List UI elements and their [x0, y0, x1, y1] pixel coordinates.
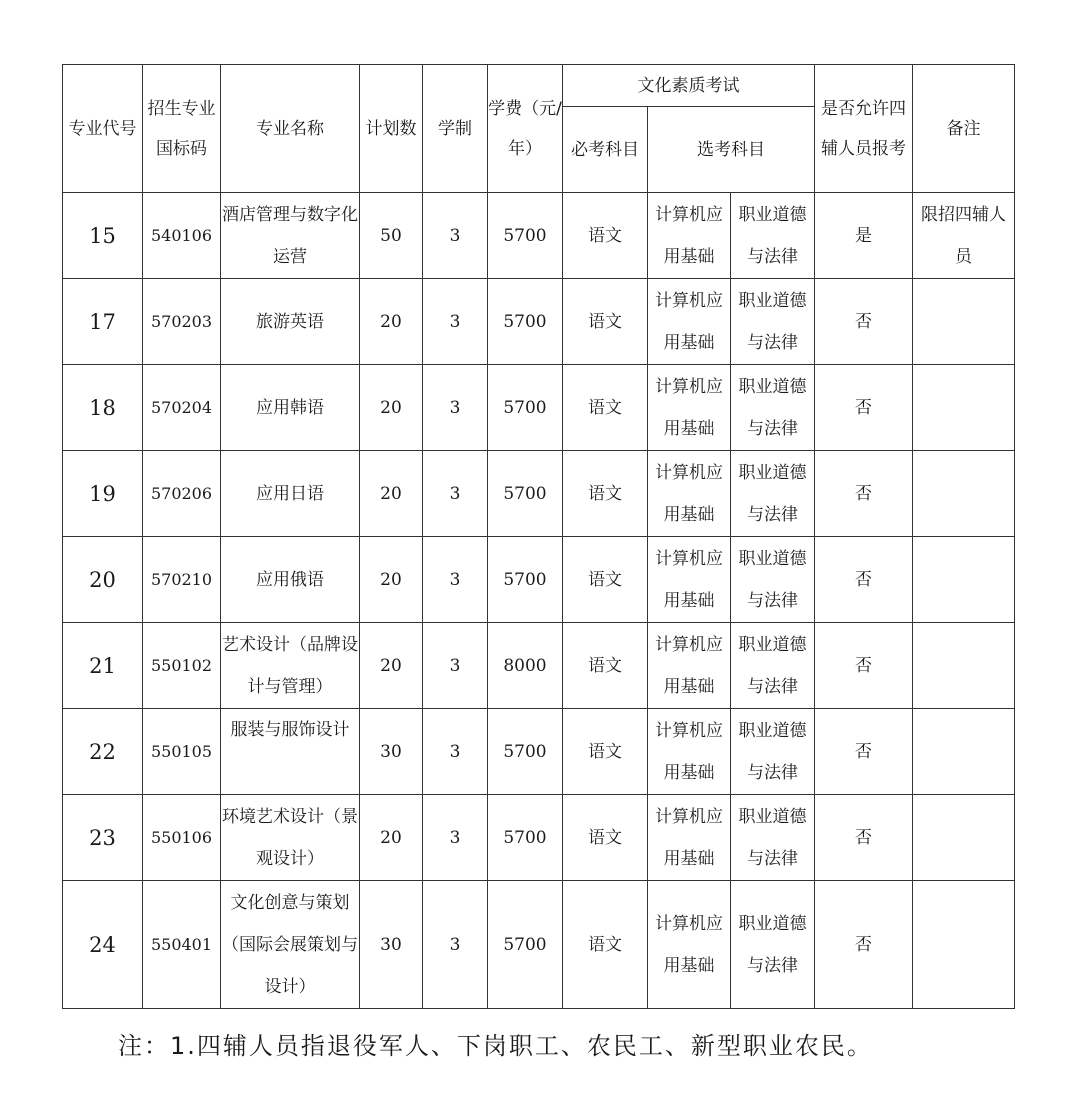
- header-code: 专业代号: [63, 65, 143, 193]
- cell-code: 17: [63, 279, 143, 365]
- cell-name: 环境艺术设计（景观设计）: [221, 795, 360, 881]
- cell-remark: [913, 365, 1015, 451]
- cell-name: 应用韩语: [221, 365, 360, 451]
- cell-required: 语文: [563, 193, 648, 279]
- cell-code: 23: [63, 795, 143, 881]
- cell-elective-1: 计算机应用基础: [648, 537, 731, 623]
- cell-fee: 5700: [488, 881, 563, 1009]
- cell-remark: [913, 709, 1015, 795]
- cell-fee: 5700: [488, 365, 563, 451]
- cell-intl-code: 550106: [143, 795, 221, 881]
- cell-code: 19: [63, 451, 143, 537]
- cell-elective-2: 职业道德与法律: [731, 881, 815, 1009]
- cell-elective-1: 计算机应用基础: [648, 881, 731, 1009]
- cell-fee: 8000: [488, 623, 563, 709]
- cell-allow: 否: [815, 795, 913, 881]
- cell-name: 应用俄语: [221, 537, 360, 623]
- cell-fee: 5700: [488, 193, 563, 279]
- cell-required: 语文: [563, 623, 648, 709]
- cell-elective-2: 职业道德与法律: [731, 365, 815, 451]
- table-row: [63, 451, 1015, 537]
- cell-name: 服装与服饰设计: [221, 709, 360, 795]
- cell-elective-1: 计算机应用基础: [648, 451, 731, 537]
- cell-plan: 20: [360, 365, 423, 451]
- cell-plan: 20: [360, 451, 423, 537]
- cell-name: 艺术设计（品牌设计与管理）: [221, 623, 360, 709]
- cell-required: 语文: [563, 537, 648, 623]
- table-row: [63, 279, 1015, 365]
- table-row: [63, 365, 1015, 451]
- cell-name: 旅游英语: [221, 279, 360, 365]
- cell-code: 22: [63, 709, 143, 795]
- cell-fee: 5700: [488, 279, 563, 365]
- cell-required: 语文: [563, 881, 648, 1009]
- cell-code: 20: [63, 537, 143, 623]
- cell-required: 语文: [563, 365, 648, 451]
- table-row: [63, 623, 1015, 709]
- cell-plan: 30: [360, 881, 423, 1009]
- cell-remark: [913, 537, 1015, 623]
- cell-years: 3: [423, 881, 488, 1009]
- cell-plan: 30: [360, 709, 423, 795]
- cell-name: 酒店管理与数字化运营: [221, 193, 360, 279]
- cell-plan: 20: [360, 537, 423, 623]
- cell-fee: 5700: [488, 795, 563, 881]
- cell-plan: 20: [360, 623, 423, 709]
- cell-elective-2: 职业道德与法律: [731, 537, 815, 623]
- cell-code: 15: [63, 193, 143, 279]
- header-remark: 备注: [913, 65, 1015, 193]
- cell-plan: 20: [360, 279, 423, 365]
- cell-elective-1: 计算机应用基础: [648, 193, 731, 279]
- cell-intl-code: 550105: [143, 709, 221, 795]
- cell-remark: 限招四辅人员: [913, 193, 1015, 279]
- cell-intl-code: 550102: [143, 623, 221, 709]
- table-row: [63, 881, 1015, 1009]
- cell-required: 语文: [563, 709, 648, 795]
- cell-remark: [913, 881, 1015, 1009]
- cell-intl-code: 570206: [143, 451, 221, 537]
- cell-years: 3: [423, 193, 488, 279]
- cell-allow: 否: [815, 623, 913, 709]
- cell-intl-code: 540106: [143, 193, 221, 279]
- cell-intl-code: 570210: [143, 537, 221, 623]
- cell-intl-code: 570203: [143, 279, 221, 365]
- cell-remark: [913, 623, 1015, 709]
- cell-years: 3: [423, 795, 488, 881]
- cell-elective-1: 计算机应用基础: [648, 279, 731, 365]
- header-required: 必考科目: [563, 107, 648, 193]
- header-fee: 学费（元/年）: [488, 65, 563, 193]
- cell-code: 18: [63, 365, 143, 451]
- cell-allow: 是: [815, 193, 913, 279]
- cell-name: 文化创意与策划（国际会展策划与设计）: [221, 881, 360, 1009]
- cell-years: 3: [423, 537, 488, 623]
- cell-years: 3: [423, 623, 488, 709]
- cell-remark: [913, 279, 1015, 365]
- cell-allow: 否: [815, 709, 913, 795]
- cell-allow: 否: [815, 881, 913, 1009]
- header-culture-exam: 文化素质考试: [563, 65, 815, 107]
- cell-elective-2: 职业道德与法律: [731, 709, 815, 795]
- cell-years: 3: [423, 365, 488, 451]
- table-row: [63, 795, 1015, 881]
- cell-remark: [913, 451, 1015, 537]
- cell-elective-2: 职业道德与法律: [731, 279, 815, 365]
- cell-name: 应用日语: [221, 451, 360, 537]
- header-name: 专业名称: [221, 65, 360, 193]
- cell-elective-2: 职业道德与法律: [731, 193, 815, 279]
- header-elective: 选考科目: [648, 107, 815, 193]
- cell-required: 语文: [563, 279, 648, 365]
- cell-allow: 否: [815, 279, 913, 365]
- cell-code: 21: [63, 623, 143, 709]
- cell-intl-code: 570204: [143, 365, 221, 451]
- cell-elective-1: 计算机应用基础: [648, 623, 731, 709]
- header-row: [63, 65, 1015, 107]
- cell-fee: 5700: [488, 709, 563, 795]
- header-duration: 学制: [423, 65, 488, 193]
- cell-years: 3: [423, 451, 488, 537]
- cell-allow: 否: [815, 365, 913, 451]
- cell-elective-2: 职业道德与法律: [731, 451, 815, 537]
- cell-elective-1: 计算机应用基础: [648, 795, 731, 881]
- cell-years: 3: [423, 279, 488, 365]
- cell-elective-1: 计算机应用基础: [648, 365, 731, 451]
- enrollment-table: [62, 64, 1015, 1009]
- table-row: [63, 193, 1015, 279]
- cell-allow: 否: [815, 451, 913, 537]
- header-plan: 计划数: [360, 65, 423, 193]
- table-row: [63, 537, 1015, 623]
- table-row: [63, 709, 1015, 795]
- cell-elective-2: 职业道德与法律: [731, 623, 815, 709]
- header-allow-four: 是否允许四辅人员报考: [815, 65, 913, 193]
- cell-required: 语文: [563, 795, 648, 881]
- cell-remark: [913, 795, 1015, 881]
- header-intl-code: 招生专业国标码: [143, 65, 221, 193]
- cell-required: 语文: [563, 451, 648, 537]
- cell-elective-1: 计算机应用基础: [648, 709, 731, 795]
- cell-code: 24: [63, 881, 143, 1009]
- cell-allow: 否: [815, 537, 913, 623]
- cell-fee: 5700: [488, 451, 563, 537]
- cell-years: 3: [423, 709, 488, 795]
- footnote: 注：1.四辅人员指退役军人、下岗职工、农民工、新型职业农民。: [118, 1032, 873, 1060]
- cell-fee: 5700: [488, 537, 563, 623]
- cell-plan: 20: [360, 795, 423, 881]
- cell-intl-code: 550401: [143, 881, 221, 1009]
- cell-plan: 50: [360, 193, 423, 279]
- cell-elective-2: 职业道德与法律: [731, 795, 815, 881]
